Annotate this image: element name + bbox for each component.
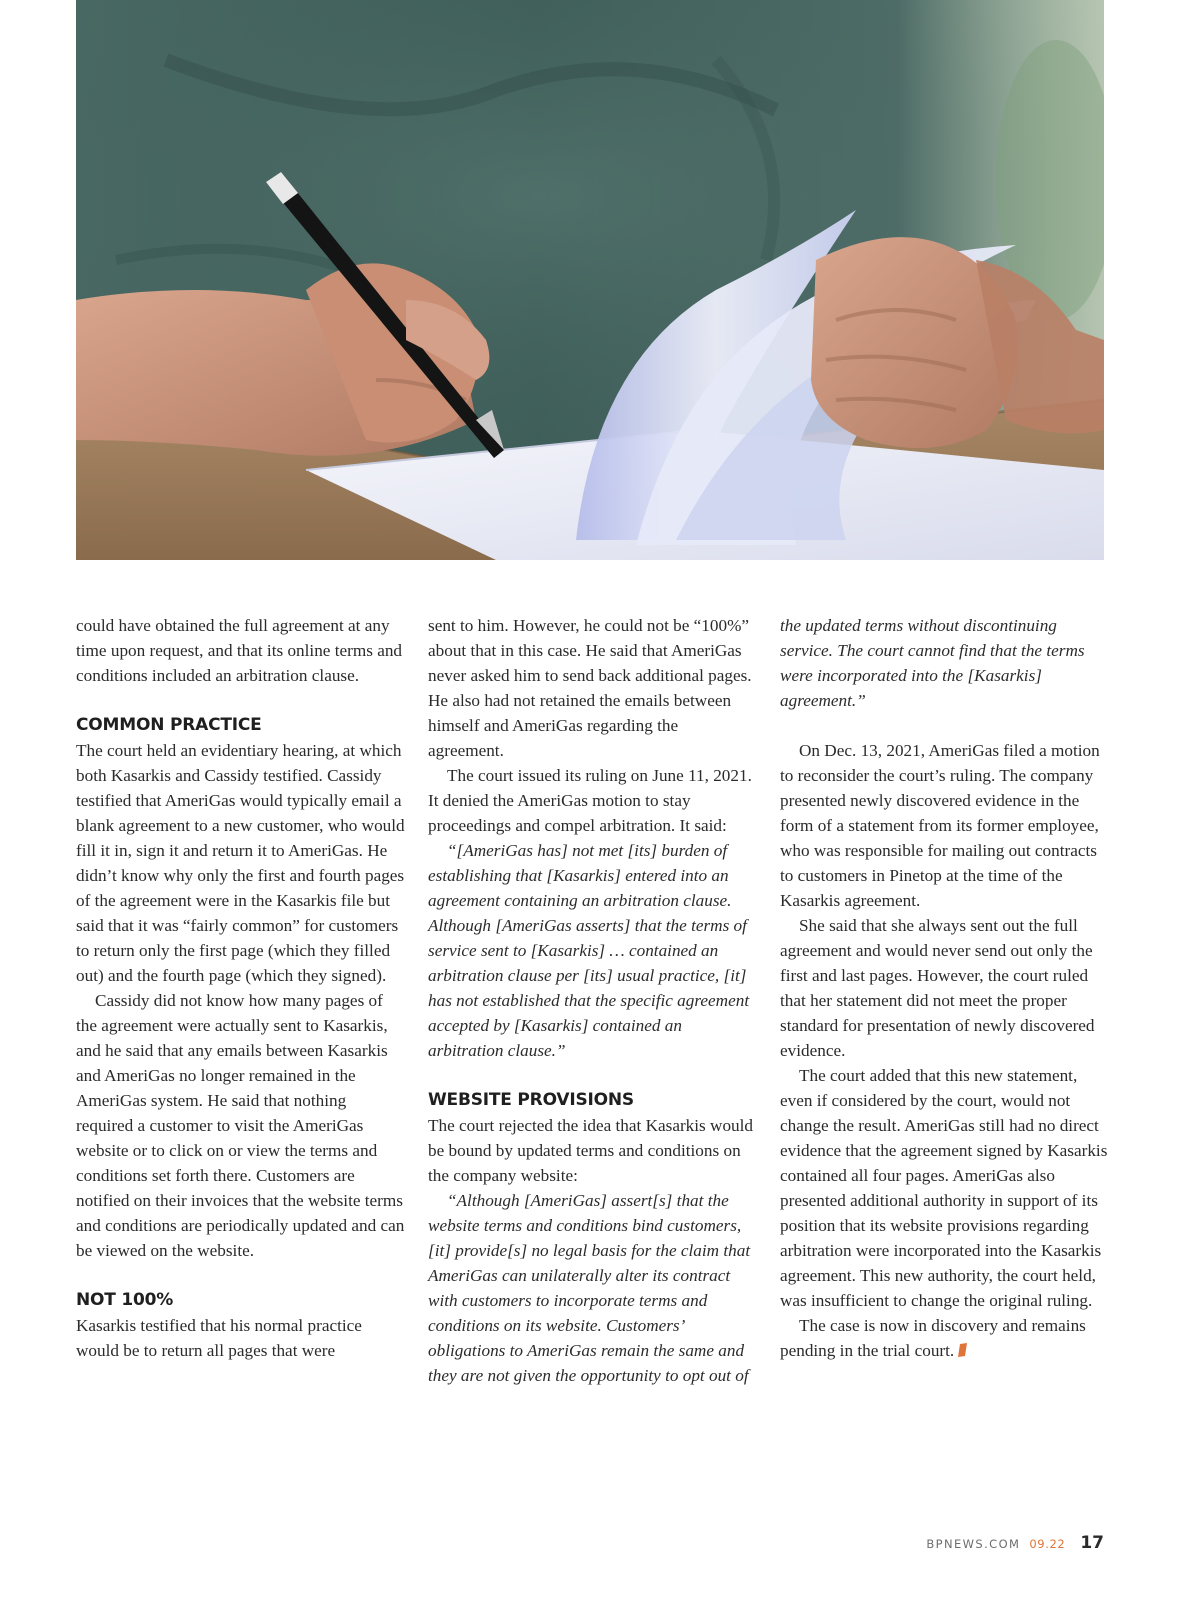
paragraph: Kasarkis testified that his normal practice would be to return all pages that were bbox=[76, 1316, 362, 1360]
final-paragraph-text: The case is now in discovery and remains pending in the trial court. bbox=[780, 1316, 1086, 1360]
hero-photo bbox=[76, 0, 1104, 560]
subheading-website-provisions: WEBSITE PROVISIONS bbox=[428, 1090, 634, 1110]
paragraph-final bbox=[780, 1313, 1110, 1363]
text-column-2 bbox=[428, 613, 758, 1388]
paragraph: She said that she always sent out the full agreement and would never send out only the first and last pages. However, the court ruled that her statement did not meet the proper standard for presentation of newly discovered evidence. bbox=[780, 916, 1095, 1060]
paragraph: Cassidy did not know how many pages of the agreement were actually sent to Kasarkis, and he said that any emails between Kasarkis and AmeriGas no longer remained in the AmeriGas system. He said that nothing required a customer to visit the AmeriGas website or to click on or view the terms and conditions set forth there. Customers are notified on their invoices that the website terms and conditions are periodically updated and can be viewed on the website. bbox=[76, 991, 405, 1260]
paragraph: On Dec. 13, 2021, AmeriGas filed a motion to reconsider the court’s ruling. The company presented newly discovered evidence in the form of a statement from its former employee, who was responsible for mailing out contracts to customers in Pinetop at the time of the Kasarkis agreement. bbox=[780, 741, 1100, 910]
paragraph: The court issued its ruling on June 11, 2021. It denied the AmeriGas motion to stay proceedings and compel arbitration. It said: bbox=[428, 766, 752, 835]
subheading-common-practice: COMMON PRACTICE bbox=[76, 715, 262, 735]
paragraph: The court held an evidentiary hearing, at which both Kasarkis and Cassidy testified. Cassidy testified that AmeriGas would typically email a blank agreement to a new customer, who would fill it in, sign it and return it to AmeriGas. He didn’t know why only the first and fourth pages of the agreement were in the Kasarkis file but said that it was “fairly common” for customers to return only the first page (which they filled out) and the fourth page (which they signed). bbox=[76, 741, 405, 985]
court-quote: the updated terms without discontinuing service. The court cannot find that the terms were incorporated into the [Kasarkis] agreement.” bbox=[780, 616, 1085, 710]
court-quote: “Although [AmeriGas] assert[s] that the website terms and conditions bind customers, [it] provide[s] no legal basis for the claim that AmeriGas can unilaterally alter its contract with customers to incorporate terms and conditions on its website. Customers’ obligations to AmeriGas remain the same and they are not given the opportunity to opt out of bbox=[428, 1191, 751, 1385]
text-column-1 bbox=[76, 613, 406, 1363]
paragraph: The court rejected the idea that Kasarkis would be bound by updated terms and conditions on the company website: bbox=[428, 1116, 754, 1185]
text-column-3 bbox=[780, 613, 1110, 1363]
page-number: 17 bbox=[1080, 1533, 1104, 1553]
footer-website: BPNEWS.COM bbox=[926, 1537, 1021, 1551]
hand-signing-document-photo bbox=[76, 0, 1104, 560]
paragraph: The court added that this new statement, even if considered by the court, would not change the result. AmeriGas still had no direct evidence that the agreement signed by Kasarkis contained all four pages. AmeriGas also presented additional authority in support of its position that its website provisions regarding arbitration were incorporated into the Kasarkis agreement. This new authority, the court held, was insufficient to change the original ruling. bbox=[780, 1066, 1108, 1310]
subheading-not-100: NOT 100% bbox=[76, 1290, 174, 1310]
paragraph: sent to him. However, he could not be “100%” about that in this case. He said that AmeriGas never asked him to send back additional pages. He also had not retained the emails between himself and AmeriGas regarding the agreement. bbox=[428, 616, 752, 760]
court-quote: “[AmeriGas has] not met [its] burden of establishing that [Kasarkis] entered into an agreement containing an arbitration clause. Although [AmeriGas asserts] that the terms of service sent to [Kasarkis] … contained an arbitration clause per [its] usual practice, [it] has not established that the specific agreement accepted by [Kasarkis] contained an arbitration clause.” bbox=[428, 841, 750, 1060]
paragraph: could have obtained the full agreement at any time upon request, and that its online terms and conditions included an arbitration clause. bbox=[76, 616, 403, 685]
page-footer bbox=[926, 1533, 1104, 1557]
footer-issue-date: 09.22 bbox=[1029, 1537, 1066, 1551]
end-mark-icon bbox=[958, 1343, 967, 1357]
